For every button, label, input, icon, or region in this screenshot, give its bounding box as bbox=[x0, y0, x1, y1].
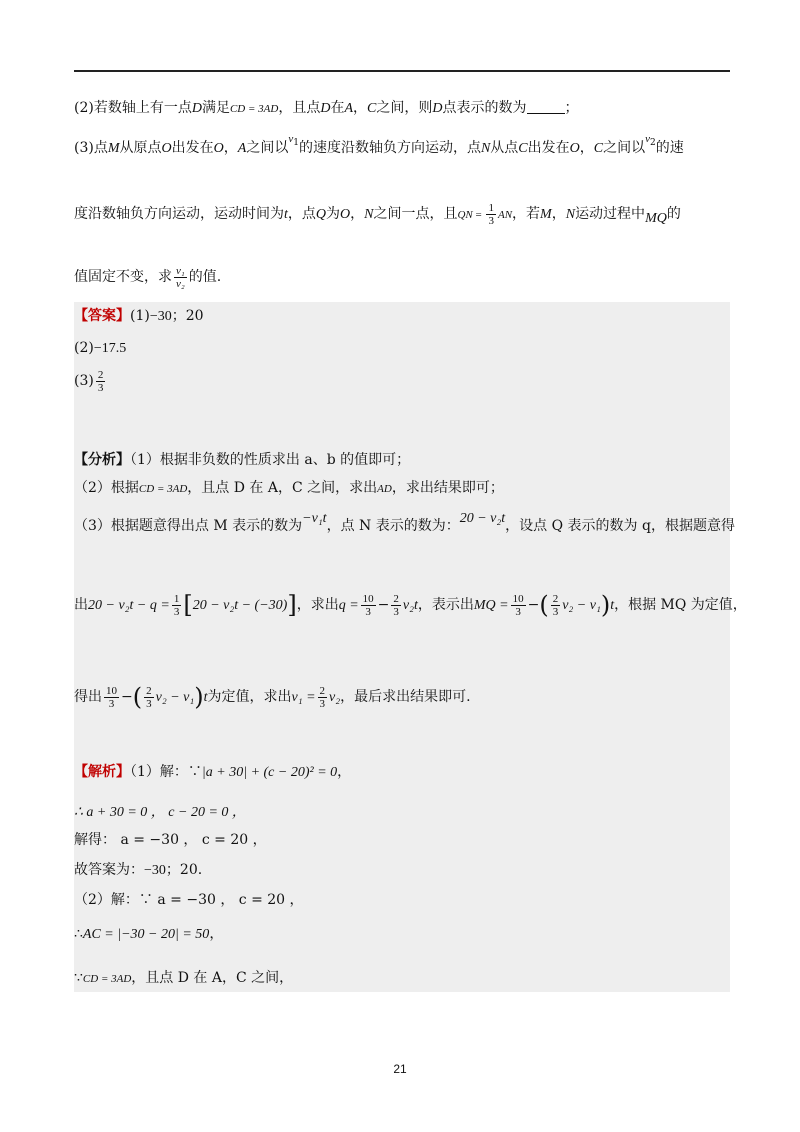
page-number: 21 bbox=[393, 1062, 407, 1076]
answer-tag: 【答案】 bbox=[74, 308, 130, 324]
header-rule bbox=[74, 70, 730, 72]
fraction-v1-over-v2: $\frac{\text{v₁}}{\text{v₂}}$ bbox=[176, 264, 185, 290]
question-3-line-1: (3)点M从原点O出发在O，A之间以$v_1$的速度沿数轴负方向运动，点N从点C出发在O，C之间以$v_2$的速 bbox=[74, 133, 684, 156]
question-2-line: (2)若数轴上有一点D满足CD = 3AD，且点D在A，C之间，则D点表示的数为 ； bbox=[74, 100, 579, 116]
solution-line-4: 故答案为：−30；20. bbox=[74, 862, 203, 878]
analysis-line-5: 得出 $\frac{10}{3}$ −( $\frac{2}{3}$ v₂ − v₁)t为定值，求出v₁ = $\frac{2}{3}$ v₂，最后求出结果即可. bbox=[74, 683, 471, 711]
question-3-line-3: 值固定不变，求 $\frac{\text{v₁}}{\text{v₂}}$ 的值. bbox=[74, 264, 222, 290]
analysis-line-1: 【分析】（1）根据非负数的性质求出 a、b 的值即可； bbox=[74, 452, 411, 468]
answer-blank bbox=[527, 99, 565, 114]
answer-panel bbox=[74, 302, 730, 992]
analysis-line-3: （3）根据题意得出点 M 表示的数为−v₁t，点 N 表示的数为：20 − v₂t，设点 Q 表示的数为 q，根据题意得 bbox=[74, 511, 735, 534]
analysis-tag: 【分析】 bbox=[74, 452, 130, 468]
answer-line-3: (3) $\frac{2}{3}$ bbox=[74, 368, 104, 394]
answer-line-2: (2)−17.5 bbox=[74, 340, 127, 356]
analysis-line-2: （2）根据CD = 3AD，且点 D 在 A，C 之间，求出AD，求出结果即可； bbox=[74, 480, 504, 496]
solution-line-3: 解得： a = −30 ， c = 20 ， bbox=[74, 832, 267, 848]
fraction-two-thirds: $\frac{2}{3}$ bbox=[97, 368, 104, 394]
solution-line-5: （2）解：∵ a = −30 ， c = 20 ， bbox=[74, 892, 304, 908]
analysis-line-4: 出20 − v₂t − q = $\frac{1}{3}$ [20 − v₂t − (−30)]，求出q = $\frac{10}{3}$ − $\frac{2}{3}$ v₂t，表示出MQ = $\frac{10}{3}$ −( $\frac{2}{3}$ v₂ − v₁)t，根据 MQ 为定值， bbox=[74, 591, 747, 619]
solution-line-1: 【解析】（1）解：∵|a + 30| + (c − 20)² = 0， bbox=[74, 764, 352, 780]
answer-line-1: 【答案】(1)−30；20 bbox=[74, 308, 204, 324]
solution-tag: 【解析】 bbox=[74, 764, 130, 780]
question-3-line-2: 度沿数轴负方向运动，运动时间为t，点Q为O，N之间一点，且QN = $\frac{1}{3}$ AN，若M，N运动过程中MQ的 bbox=[74, 201, 681, 227]
fraction-one-third: $\frac{1}{3}$ bbox=[488, 201, 494, 227]
solution-line-2: ∴ a + 30 = 0 ， c − 20 = 0 ， bbox=[74, 805, 246, 820]
solution-line-6: ∴AC = |−30 − 20| = 50， bbox=[74, 926, 224, 942]
solution-line-7: ∵CD = 3AD，且点 D 在 A，C 之间， bbox=[74, 970, 294, 986]
